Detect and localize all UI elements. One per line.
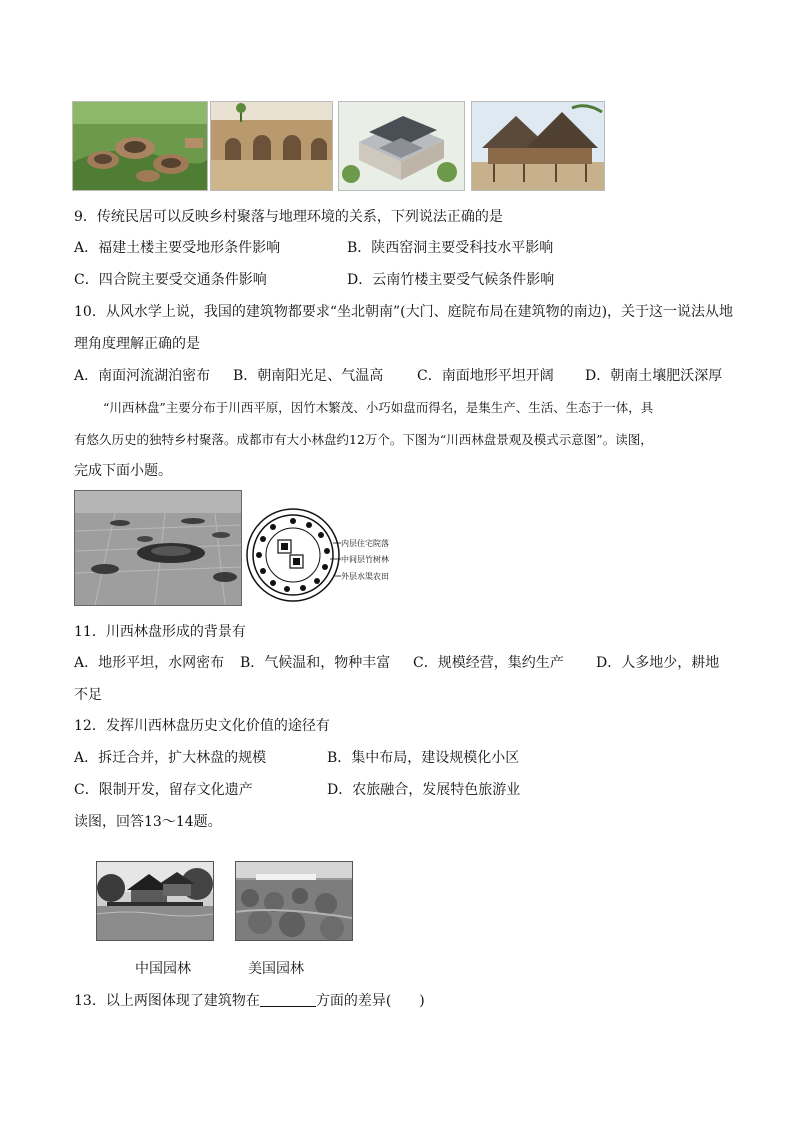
q9-option-b: B．陕西窑洞主要受科技水平影响 [347,240,554,256]
bamboo-house-photo [471,101,605,191]
read-instruction: 读图，回答13～14题。 [74,814,222,830]
q12-option-d: D．农旅融合，发展特色旅游业 [327,782,521,798]
q10-option-d: D．朝南土壤肥沃深厚 [585,368,723,384]
yaodong-photo [210,101,333,191]
q12-option-a: A．拆迁合并，扩大林盘的规模 [74,750,267,766]
q13-answer-blank [260,992,316,1007]
linpan-pattern-diagram [245,505,395,605]
q11-option-a: A．地形平坦，水网密布 [74,655,225,671]
american-garden-photo [235,861,353,941]
passage-line3: 完成下面小题。 [74,463,172,479]
q9-option-d: D．云南竹楼主要受气候条件影响 [347,272,555,288]
q13-stem [74,991,425,1011]
linpan-landscape-photo [74,490,242,606]
q13-stem-before: 13．以上两图体现了建筑物在 [74,993,260,1009]
passage-line1: “川西林盘”主要分布于川西平原，因竹木繁茂、小巧如盘而得名，是集生产、生活、生态于一体，具 [103,400,654,415]
caption-chinese-garden: 中国园林 [135,961,191,977]
q9-option-c: C．四合院主要受交通条件影响 [74,272,267,288]
q10-stem-line2: 理角度理解正确的是 [74,336,200,352]
q10-option-a: A．南面河流湖泊密布 [74,368,211,384]
q11-option-d-continued: 不足 [74,687,102,703]
q11-stem: 11．川西林盘形成的背景有 [74,624,246,640]
q10-option-c: C．南面地形平坦开阔 [417,368,554,384]
q9-option-a: A．福建土楼主要受地形条件影响 [74,240,281,256]
passage-line2: 有悠久历史的独特乡村聚落。成都市有大小林盘约12万个。下图为“川西林盘景观及模式示意图”。读图， [74,432,653,447]
q12-option-b: B．集中布局，建设规模化小区 [327,750,520,766]
caption-american-garden: 美国园林 [248,961,304,977]
siheyuan-photo [338,101,465,191]
q9-stem: 9．传统民居可以反映乡村聚落与地理环境的关系，下列说法正确的是 [74,209,503,225]
q11-option-d: D．人多地少，耕地 [596,655,720,671]
diagram-label-middle: 中间层竹树林 [341,555,389,564]
q13-stem-after: 方面的差异( ) [315,993,425,1009]
q11-option-c: C．规模经营，集约生产 [413,655,564,671]
q11-option-b: B．气候温和，物种丰富 [240,655,391,671]
q10-option-b: B．朝南阳光足、气温高 [233,368,384,384]
q10-stem-line1: 10．从风水学上说，我国的建筑物都要求“坐北朝南”(大门、庭院布局在建筑物的南边)，关于这一说法从地 [74,304,734,320]
q12-stem: 12．发挥川西林盘历史文化价值的途径有 [74,718,330,734]
tulou-photo [72,101,208,191]
diagram-label-inner: 内层住宅院落 [341,539,389,548]
q12-option-c: C．限制开发，留存文化遗产 [74,782,253,798]
diagram-label-outer: 外层水渠农田 [341,572,389,581]
chinese-garden-photo [96,861,214,941]
